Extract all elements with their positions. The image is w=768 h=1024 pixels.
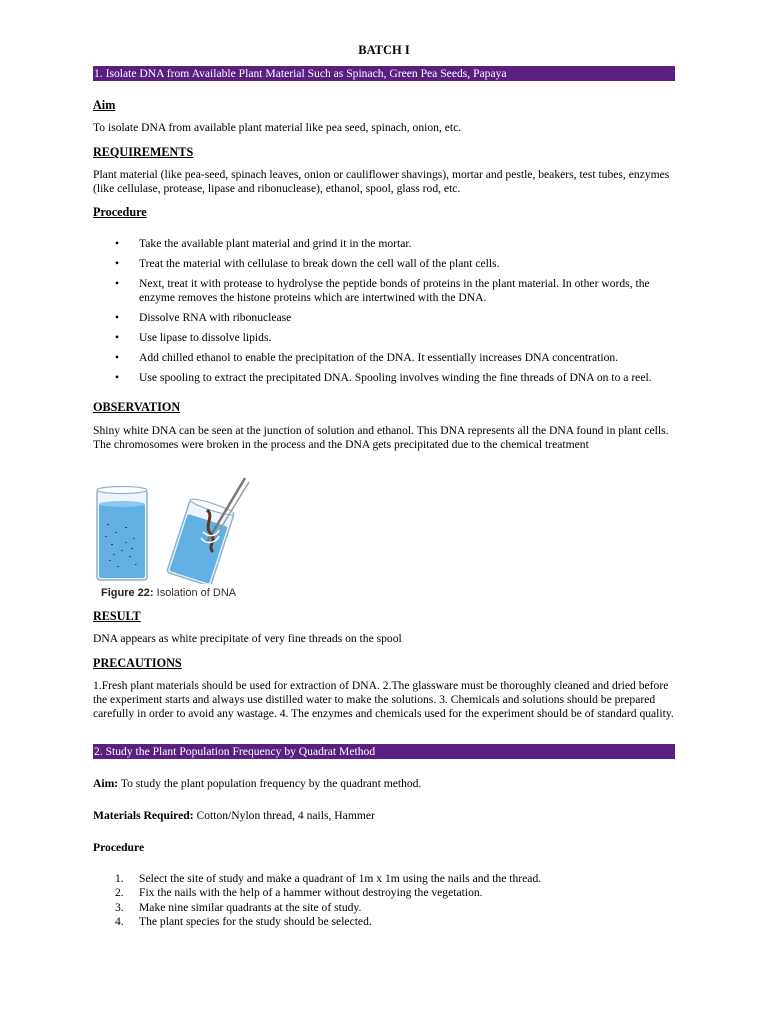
list-item: • Treat the material with cellulase to break down the cell wall of the plant cells.: [115, 257, 500, 270]
list-item: • Dissolve RNA with ribonuclease: [115, 311, 292, 324]
beaker-icon: [97, 487, 147, 581]
bullet-icon: •: [115, 277, 120, 290]
bullet-icon: •: [115, 351, 120, 364]
bullet-icon: •: [115, 371, 120, 384]
aim-heading: Aim: [93, 98, 116, 112]
aim-text: To isolate DNA from available plant material like pea seed, spinach, onion, etc.: [93, 121, 462, 134]
list-item: • Take the available plant material and grind it in the mortar.: [115, 237, 412, 250]
observation-heading: OBSERVATION: [93, 400, 181, 414]
list-item: • Use lipase to dissolve lipids.: [115, 331, 272, 344]
list-item: • Next, treat it with protease to hydrolyse the peptide bonds of proteins in the plant material. In other words, the enzyme removes the histone proteins which are intertwined with the DNA.: [115, 277, 650, 304]
bullet-icon: •: [115, 331, 120, 344]
result-text: DNA appears as white precipitate of very fine threads on the spool: [93, 632, 402, 645]
procedure-list: [93, 237, 683, 385]
section-2-procedure-list: [93, 872, 683, 929]
list-item: 4. The plant species for the study should be selected.: [115, 914, 372, 928]
requirements-heading: REQUIREMENTS: [93, 145, 194, 159]
list-item: 3. Make nine similar quadrants at the site of study.: [115, 900, 362, 914]
list-item: 1. Select the site of study and make a quadrant of 1m x 1m using the nails and the thread.: [115, 872, 542, 885]
figure-caption: Figure 22: Isolation of DNA: [101, 587, 237, 599]
result-heading: RESULT: [93, 609, 141, 623]
section-2-aim: Aim: To study the plant population frequency by the quadrant method.: [93, 777, 422, 790]
list-item: • Use spooling to extract the precipitated DNA. Spooling involves winding the fine threads of DNA on to a reel.: [115, 371, 652, 384]
list-item: 2. Fix the nails with the help of a hammer without destroying the vegetation.: [115, 886, 483, 900]
requirements-text: Plant material (like pea-seed, spinach leaves, onion or cauliflower shavings), mortar and pestle, beakers, test tubes, enzymes (like cellulase, protease, lipase and ribonuclease), ethanol, spool, glass rod, etc.: [93, 168, 670, 195]
bullet-icon: •: [115, 237, 120, 250]
section-1-title-bar: 1. Isolate DNA from Available Plant Material Such as Spinach, Green Pea Seeds, Papaya: [93, 66, 675, 81]
list-item: • Add chilled ethanol to enable the precipitation of the DNA. It essentially increases DNA concentration.: [115, 351, 619, 364]
section-2-title-bar: 2. Study the Plant Population Frequency by Quadrat Method: [93, 744, 675, 759]
observation-text: Shiny white DNA can be seen at the junction of solution and ethanol. This DNA represents all the DNA found in plant cells. The chromosomes were broken in the process and the DNA gets precipitated due to the chemical treatment: [93, 424, 669, 451]
materials-required: Materials Required: Cotton/Nylon thread, 4 nails, Hammer: [93, 809, 375, 822]
precautions-text: 1.Fresh plant materials should be used for extraction of DNA. 2.The glassware must be thoroughly cleaned and dried before the experiment starts and always use distilled water to make the solutions. 3. Chemicals and solutions should be prepared carefully in order to avoid any wastage. 4. The enzymes and chemicals used for the experiment should be of standard quality.: [93, 679, 674, 720]
bullet-icon: •: [115, 311, 120, 324]
precautions-heading: PRECAUTIONS: [93, 656, 182, 670]
dna-isolation-figure: [95, 472, 255, 584]
bullet-icon: •: [115, 257, 120, 270]
batch-title: BATCH I: [358, 43, 410, 57]
section-2-procedure-heading: Procedure: [93, 841, 145, 854]
procedure-heading: Procedure: [93, 205, 147, 219]
